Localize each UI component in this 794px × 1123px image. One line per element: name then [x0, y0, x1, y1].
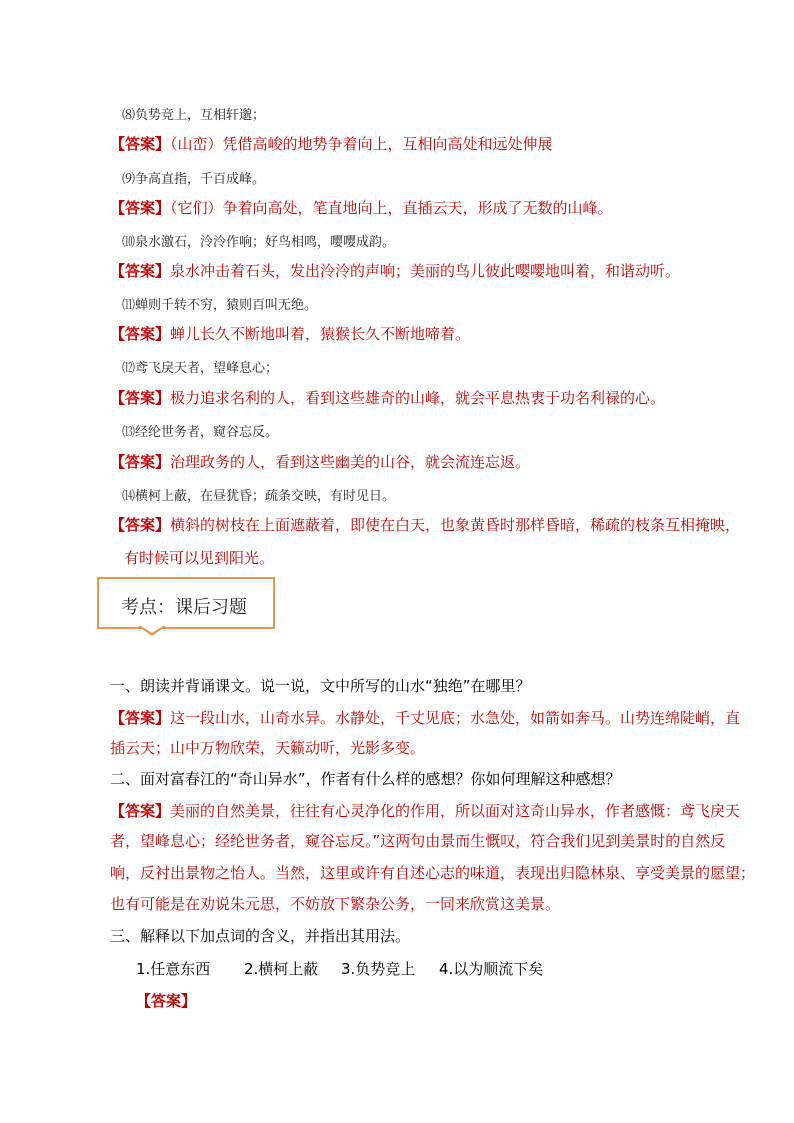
question-10: ⑽泉水激石，泠泠作响；好鸟相鸣，嘤嘤成韵。: [122, 235, 396, 250]
exercise-2-answer-line-3: 响，反衬出景物之怡人。当然，这里或许有自述心志的味道，表现出归隐林泉、享受美景的愿望；: [110, 864, 756, 882]
exercise-1-question: 一、朗读并背诵课文。说一说，文中所写的山水“独绝”在哪里？: [110, 677, 531, 695]
answer-tag: 【答案】: [136, 992, 197, 1010]
answer-tag: 【答案】: [110, 199, 171, 217]
exercise-3-options: [136, 958, 543, 979]
banner-tail-inner: [141, 626, 163, 633]
exercise-2-answer-line-2: 者，望峰息心；经纶世务者，窥谷忘反。”这两句由景而生慨叹，符合我们见到美景时的自然反: [110, 832, 726, 850]
exercise-3-answer: [136, 990, 196, 1011]
answer-tag: 【答案】: [110, 262, 171, 280]
answer-14: 【答案】横斜的树枝在上面遮蔽着，即使在白天，也象黄昏时那样昏暗，稀疏的枝条互相掩映，: [110, 516, 741, 534]
question-12: ⑿鸢飞戾天者，望峰息心；: [122, 361, 279, 376]
exercise-2-answer-line-4: 也有可能是在劝说朱元思，不妨放下繁杂公务，一同来欣赏这美景。: [110, 895, 561, 913]
exercise-1-answer-line-2: 插云天；山中万物欣荣，天籁动听，光影多变。: [110, 739, 426, 757]
question-13: ⒀经纶世务者，窥谷忘反。: [122, 425, 279, 440]
answer-tag: 【答案】: [110, 516, 171, 534]
answer-tag: 【答案】: [110, 325, 171, 343]
answer-10: 【答案】泉水冲击着石头，发出泠泠的声响；美丽的鸟儿彼此嘤嘤地叫着，和谐动听。: [110, 262, 681, 280]
answer-tag: 【答案】: [110, 802, 171, 820]
answer-tag: 【答案】: [110, 135, 171, 153]
answer-8: 【答案】（山峦）凭借高峻的地势争着向上，互相向高处和远处伸展: [110, 135, 553, 153]
answer-12: 【答案】极力追求名利的人，看到这些雄奇的山峰，就会平息热衷于功名利禄的心。: [110, 389, 666, 407]
option-2: 2.横柯上蔽: [244, 960, 319, 978]
question-14: ⒁横柯上蔽，在昼犹昏；疏条交映，有时见日。: [122, 489, 396, 504]
answer-tag: 【答案】: [110, 709, 171, 727]
answer-14-cont: 有时候可以见到阳光。: [124, 549, 275, 567]
question-9: ⑼争高直指，千百成峰。: [122, 172, 266, 187]
option-3: 3.负势竞上: [341, 960, 416, 978]
option-1: 1.任意东西: [136, 960, 211, 978]
exercise-1-answer-line-1: 【答案】这一段山水，山奇水异。水静处，千丈见底；水急处，如箭如奔马。山势连绵陡峭，直: [110, 709, 741, 727]
exercise-2-question: 二、面对富春江的“奇山异水”，作者有什么样的感想？你如何理解这种感想？: [110, 770, 621, 788]
answer-9: 【答案】（它们）争着向高处，笔直地向上，直插云天，形成了无数的山峰。: [110, 199, 613, 217]
question-8: ⑻负势竞上，互相轩邈；: [122, 108, 266, 123]
section-title: 考点：课后习题: [121, 597, 247, 618]
exercise-2-answer-line-1: 【答案】美丽的自然美景，往往有心灵净化的作用，所以面对这奇山异水，作者感慨：鸢飞戾天: [110, 802, 741, 820]
question-11: ⑾蝉则千转不穷，猿则百叫无绝。: [122, 298, 318, 313]
option-4: 4.以为顺流下矣: [439, 960, 544, 978]
answer-11: 【答案】蝉儿长久不断地叫着，猿猴长久不断地啼着。: [110, 325, 471, 343]
section-banner: [97, 577, 275, 629]
answer-tag: 【答案】: [110, 389, 171, 407]
exercise-3-question: 三、解释以下加点词的含义，并指出其用法。: [110, 927, 411, 945]
answer-13: 【答案】治理政务的人，看到这些幽美的山谷，就会流连忘返。: [110, 453, 531, 471]
answer-tag: 【答案】: [110, 453, 171, 471]
